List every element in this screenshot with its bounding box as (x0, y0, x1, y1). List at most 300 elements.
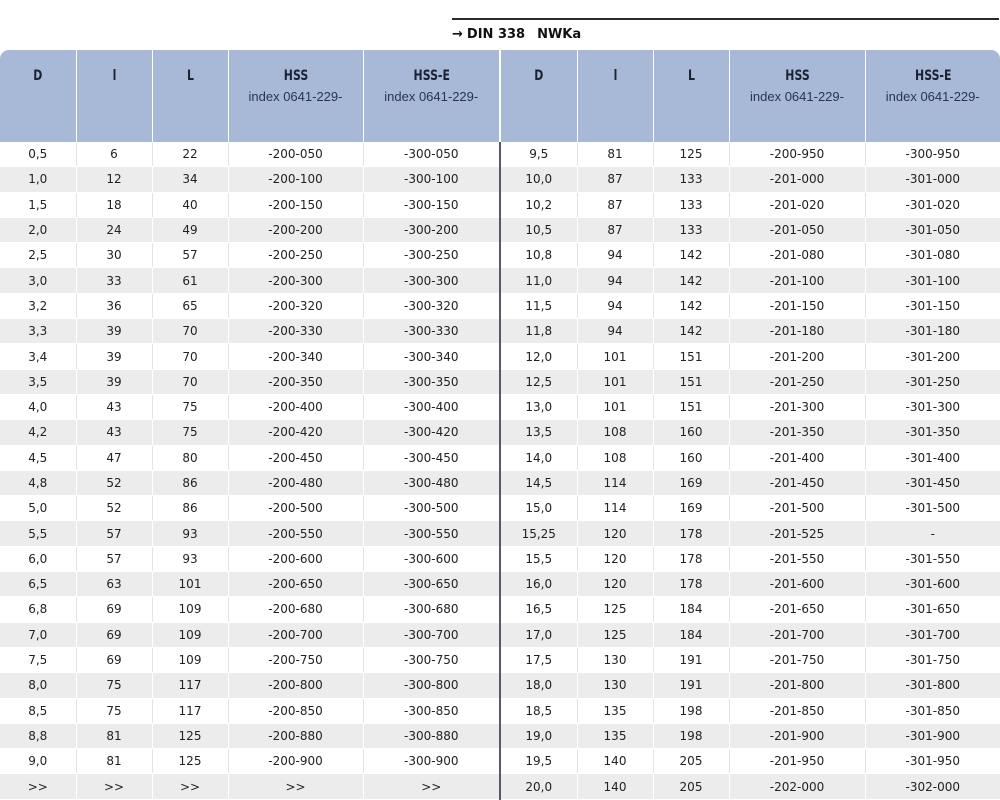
table-cell: 69 (76, 647, 152, 672)
table-cell: 75 (76, 673, 152, 698)
table-row (0, 723, 1000, 748)
table-cell: 70 (152, 344, 228, 369)
table-cell: 4,5 (0, 445, 76, 470)
table-cell: 15,0 (500, 496, 577, 521)
table-cell: 34 (152, 167, 228, 192)
table-cell: -300-600 (363, 546, 500, 571)
table-cell: 169 (653, 470, 729, 495)
table-cell: 6,8 (0, 597, 76, 622)
table-cell: -301-080 (865, 243, 1000, 268)
table-cell: 0,5 (0, 142, 76, 167)
table-cell: 36 (76, 293, 152, 318)
table-cell: 11,8 (500, 319, 577, 344)
table-cell: 39 (76, 319, 152, 344)
table-cell: 94 (577, 268, 653, 293)
table-cell: 114 (577, 496, 653, 521)
table-cell: -300-850 (363, 698, 500, 723)
table-row (0, 749, 1000, 774)
column-header (577, 50, 653, 142)
table-cell: -301-650 (865, 597, 1000, 622)
column-header-index: index 0641-229- (866, 89, 1000, 104)
table-container (0, 50, 1000, 800)
table-cell: 3,4 (0, 344, 76, 369)
table-cell: 57 (76, 521, 152, 546)
table-cell: -201-650 (729, 597, 865, 622)
table-cell: 2,5 (0, 243, 76, 268)
table-cell: -301-900 (865, 723, 1000, 748)
column-header (152, 50, 228, 142)
type-label: NWKa (537, 27, 581, 42)
table-cell: -201-020 (729, 192, 865, 217)
table-row (0, 496, 1000, 521)
standard-label: DIN 338 (467, 27, 525, 42)
table-cell: 33 (76, 268, 152, 293)
table-row (0, 268, 1000, 293)
table-cell: 198 (653, 698, 729, 723)
table-cell: 43 (76, 420, 152, 445)
column-header-title: l (85, 68, 144, 84)
table-cell: 178 (653, 572, 729, 597)
table-cell: 9,0 (0, 749, 76, 774)
table-cell: 19,5 (500, 749, 577, 774)
table-cell: 7,5 (0, 647, 76, 672)
table-cell: 5,5 (0, 521, 76, 546)
table-cell: -300-320 (363, 293, 500, 318)
table-cell: 9,5 (500, 142, 577, 167)
heading-rule (452, 18, 999, 20)
table-cell: 142 (653, 268, 729, 293)
table-cell: 52 (76, 496, 152, 521)
table-cell: -201-525 (729, 521, 865, 546)
column-header (363, 50, 500, 142)
table-cell: 140 (577, 774, 653, 799)
table-cell: 65 (152, 293, 228, 318)
table-cell: -301-250 (865, 369, 1000, 394)
table-cell: 142 (653, 293, 729, 318)
table-cell: 142 (653, 243, 729, 268)
table-cell: -301-850 (865, 698, 1000, 723)
table-cell: -300-330 (363, 319, 500, 344)
table-cell: -201-800 (729, 673, 865, 698)
table-cell: -301-750 (865, 647, 1000, 672)
table-cell: 15,5 (500, 546, 577, 571)
table-cell: 117 (152, 698, 228, 723)
table-cell: 39 (76, 369, 152, 394)
table-cell: -301-450 (865, 470, 1000, 495)
table-cell: 12,5 (500, 369, 577, 394)
table-row (0, 243, 1000, 268)
column-header (865, 50, 1000, 142)
table-cell: -200-800 (228, 673, 363, 698)
table-cell: 125 (152, 723, 228, 748)
table-cell: 19,0 (500, 723, 577, 748)
table-cell: 101 (577, 394, 653, 419)
table-cell: -300-340 (363, 344, 500, 369)
table-cell: -201-180 (729, 319, 865, 344)
table-cell: 69 (76, 622, 152, 647)
table-cell: 142 (653, 319, 729, 344)
column-header-title: D (8, 68, 67, 84)
table-cell: 109 (152, 622, 228, 647)
table-cell: 12 (76, 167, 152, 192)
table-cell: -301-400 (865, 445, 1000, 470)
table-cell: 10,0 (500, 167, 577, 192)
table-cell: 8,8 (0, 723, 76, 748)
table-cell: -201-900 (729, 723, 865, 748)
table-cell: -301-700 (865, 622, 1000, 647)
table-row (0, 394, 1000, 419)
table-cell: 108 (577, 420, 653, 445)
table-cell: 17,5 (500, 647, 577, 672)
table-cell: 70 (152, 369, 228, 394)
table-row (0, 445, 1000, 470)
table-cell: 205 (653, 774, 729, 799)
table-cell: 3,3 (0, 319, 76, 344)
table-cell: 169 (653, 496, 729, 521)
table-cell: 11,5 (500, 293, 577, 318)
table-cell: -300-880 (363, 723, 500, 748)
table-cell: -201-500 (729, 496, 865, 521)
table-cell: 52 (76, 470, 152, 495)
table-row (0, 622, 1000, 647)
table-cell: -300-400 (363, 394, 500, 419)
table-cell: -201-950 (729, 749, 865, 774)
table-cell: 14,5 (500, 470, 577, 495)
table-cell: 14,0 (500, 445, 577, 470)
table-cell: 81 (76, 749, 152, 774)
table-cell: 49 (152, 217, 228, 242)
table-cell: >> (228, 774, 363, 799)
table-cell: >> (0, 774, 76, 799)
table-cell: 151 (653, 369, 729, 394)
table-cell: -301-000 (865, 167, 1000, 192)
table-cell: -300-480 (363, 470, 500, 495)
column-header-title: HSS (243, 68, 348, 84)
column-header-title: HSS-E (880, 68, 985, 84)
table-cell: 151 (653, 344, 729, 369)
table-cell: 61 (152, 268, 228, 293)
table-cell: 57 (76, 546, 152, 571)
table-cell: -301-800 (865, 673, 1000, 698)
table-row (0, 470, 1000, 495)
table-cell: 6,5 (0, 572, 76, 597)
table-cell: -201-850 (729, 698, 865, 723)
table-cell: 140 (577, 749, 653, 774)
table-cell: -201-250 (729, 369, 865, 394)
table-cell: 8,5 (0, 698, 76, 723)
table-cell: -300-650 (363, 572, 500, 597)
table-cell: 6 (76, 142, 152, 167)
table-cell: 130 (577, 673, 653, 698)
table-cell: 178 (653, 546, 729, 571)
table-row (0, 546, 1000, 571)
table-cell: -200-420 (228, 420, 363, 445)
table-cell: 178 (653, 521, 729, 546)
column-header (228, 50, 363, 142)
table-cell: 15,25 (500, 521, 577, 546)
table-row (0, 344, 1000, 369)
table-cell: -201-550 (729, 546, 865, 571)
table-cell: -200-250 (228, 243, 363, 268)
table-cell: -301-350 (865, 420, 1000, 445)
table-cell: -201-050 (729, 217, 865, 242)
table-cell: 13,0 (500, 394, 577, 419)
table-cell: -200-340 (228, 344, 363, 369)
table-cell: 16,0 (500, 572, 577, 597)
table-cell: 205 (653, 749, 729, 774)
table-cell: -301-200 (865, 344, 1000, 369)
table-cell: -200-200 (228, 217, 363, 242)
table-row (0, 698, 1000, 723)
table-cell: 18,0 (500, 673, 577, 698)
column-header-index: index 0641-229- (730, 89, 865, 104)
table-row (0, 192, 1000, 217)
table-cell: 120 (577, 521, 653, 546)
table-cell: -300-750 (363, 647, 500, 672)
table-cell: 63 (76, 572, 152, 597)
table-cell: 47 (76, 445, 152, 470)
column-header-title: HSS-E (378, 68, 484, 84)
table-cell: 12,0 (500, 344, 577, 369)
table-cell: -301-020 (865, 192, 1000, 217)
table-cell: 16,5 (500, 597, 577, 622)
column-header (0, 50, 76, 142)
table-cell: 94 (577, 293, 653, 318)
table-cell: -301-180 (865, 319, 1000, 344)
column-header-index: index 0641-229- (364, 89, 500, 104)
table-cell: -201-300 (729, 394, 865, 419)
table-header (0, 50, 1000, 142)
table-cell: -200-650 (228, 572, 363, 597)
table-cell: -300-450 (363, 445, 500, 470)
table-cell: -300-300 (363, 268, 500, 293)
table-cell: -200-700 (228, 622, 363, 647)
table-cell: -200-500 (228, 496, 363, 521)
arrow-right-icon: → (452, 27, 463, 42)
table-cell: 24 (76, 217, 152, 242)
table-cell: -302-000 (865, 774, 1000, 799)
table-row (0, 774, 1000, 799)
table-cell: 191 (653, 673, 729, 698)
drill-table (0, 50, 1000, 800)
table-cell: 4,2 (0, 420, 76, 445)
table-cell: 101 (577, 344, 653, 369)
column-header-title: L (662, 68, 721, 84)
table-cell: 86 (152, 470, 228, 495)
table-cell: -300-050 (363, 142, 500, 167)
table-cell: 18,5 (500, 698, 577, 723)
table-cell: 17,0 (500, 622, 577, 647)
table-cell: 2,0 (0, 217, 76, 242)
table-row (0, 319, 1000, 344)
table-cell: 11,0 (500, 268, 577, 293)
table-cell: 70 (152, 319, 228, 344)
table-cell: 130 (577, 647, 653, 672)
table-cell: -200-850 (228, 698, 363, 723)
column-header (500, 50, 577, 142)
table-cell: -301-150 (865, 293, 1000, 318)
table-cell: -200-600 (228, 546, 363, 571)
table-row (0, 369, 1000, 394)
table-cell: -200-900 (228, 749, 363, 774)
table-cell: -200-750 (228, 647, 363, 672)
table-cell: 120 (577, 572, 653, 597)
table-cell: 75 (152, 394, 228, 419)
table-cell: -301-300 (865, 394, 1000, 419)
table-cell: 87 (577, 192, 653, 217)
table-cell: -200-550 (228, 521, 363, 546)
table-cell: 30 (76, 243, 152, 268)
table-cell: -201-150 (729, 293, 865, 318)
table-cell: 117 (152, 673, 228, 698)
table-row (0, 673, 1000, 698)
table-cell: 151 (653, 394, 729, 419)
table-cell: -200-150 (228, 192, 363, 217)
table-cell: -200-050 (228, 142, 363, 167)
table-row (0, 521, 1000, 546)
table-cell: 22 (152, 142, 228, 167)
table-heading (452, 27, 581, 45)
table-cell: 114 (577, 470, 653, 495)
table-cell: -300-700 (363, 622, 500, 647)
table-cell: -201-450 (729, 470, 865, 495)
table-cell: 101 (577, 369, 653, 394)
table-cell: -300-150 (363, 192, 500, 217)
table-cell: -301-550 (865, 546, 1000, 571)
table-cell: 1,0 (0, 167, 76, 192)
table-cell: -301-500 (865, 496, 1000, 521)
table-cell: -200-400 (228, 394, 363, 419)
table-cell: 133 (653, 192, 729, 217)
table-cell: 20,0 (500, 774, 577, 799)
table-cell: -301-100 (865, 268, 1000, 293)
table-cell: 75 (76, 698, 152, 723)
column-header (76, 50, 152, 142)
column-header-index: index 0641-229- (229, 89, 363, 104)
table-cell: 8,0 (0, 673, 76, 698)
table-cell: 81 (577, 142, 653, 167)
table-cell: - (865, 521, 1000, 546)
table-cell: 80 (152, 445, 228, 470)
table-cell: -201-080 (729, 243, 865, 268)
table-cell: 39 (76, 344, 152, 369)
table-cell: 93 (152, 521, 228, 546)
table-cell: 87 (577, 217, 653, 242)
table-cell: 184 (653, 597, 729, 622)
table-cell: 4,0 (0, 394, 76, 419)
column-header-title: l (586, 68, 645, 84)
table-cell: 7,0 (0, 622, 76, 647)
table-cell: -201-100 (729, 268, 865, 293)
table-row (0, 167, 1000, 192)
table-cell: 13,5 (500, 420, 577, 445)
table-cell: -300-950 (865, 142, 1000, 167)
table-row (0, 217, 1000, 242)
table-cell: 160 (653, 420, 729, 445)
table-row (0, 597, 1000, 622)
table-cell: 101 (152, 572, 228, 597)
table-cell: 86 (152, 496, 228, 521)
table-cell: 109 (152, 647, 228, 672)
table-cell: 10,2 (500, 192, 577, 217)
column-header (653, 50, 729, 142)
table-cell: -300-550 (363, 521, 500, 546)
table-cell: 125 (577, 597, 653, 622)
table-cell: 133 (653, 167, 729, 192)
table-cell: 125 (152, 749, 228, 774)
table-cell: 135 (577, 723, 653, 748)
table-cell: -200-950 (729, 142, 865, 167)
table-cell: 3,5 (0, 369, 76, 394)
table-cell: 125 (577, 622, 653, 647)
table-cell: 40 (152, 192, 228, 217)
table-cell: 125 (653, 142, 729, 167)
table-cell: 94 (577, 319, 653, 344)
table-cell: 135 (577, 698, 653, 723)
table-cell: 43 (76, 394, 152, 419)
table-cell: 184 (653, 622, 729, 647)
table-cell: -201-600 (729, 572, 865, 597)
table-body (0, 142, 1000, 799)
table-cell: 5,0 (0, 496, 76, 521)
table-cell: 133 (653, 217, 729, 242)
column-header-title: HSS (744, 68, 849, 84)
table-cell: -201-400 (729, 445, 865, 470)
table-cell: >> (152, 774, 228, 799)
table-cell: 120 (577, 546, 653, 571)
table-cell: -202-000 (729, 774, 865, 799)
table-cell: >> (363, 774, 500, 799)
column-header-title: L (161, 68, 220, 84)
table-row (0, 142, 1000, 167)
table-cell: 4,8 (0, 470, 76, 495)
table-cell: -201-700 (729, 622, 865, 647)
table-row (0, 572, 1000, 597)
table-row (0, 293, 1000, 318)
table-cell: 3,0 (0, 268, 76, 293)
table-cell: >> (76, 774, 152, 799)
table-cell: 3,2 (0, 293, 76, 318)
table-row (0, 647, 1000, 672)
table-cell: -301-600 (865, 572, 1000, 597)
table-cell: 160 (653, 445, 729, 470)
table-cell: -300-800 (363, 673, 500, 698)
table-cell: -200-680 (228, 597, 363, 622)
table-cell: 6,0 (0, 546, 76, 571)
table-cell: 87 (577, 167, 653, 192)
table-cell: -200-330 (228, 319, 363, 344)
table-cell: -300-680 (363, 597, 500, 622)
table-cell: 109 (152, 597, 228, 622)
table-cell: -200-450 (228, 445, 363, 470)
table-cell: 198 (653, 723, 729, 748)
table-cell: -300-900 (363, 749, 500, 774)
table-cell: -200-320 (228, 293, 363, 318)
table-cell: -300-100 (363, 167, 500, 192)
table-cell: -201-350 (729, 420, 865, 445)
table-cell: -301-050 (865, 217, 1000, 242)
table-cell: -300-350 (363, 369, 500, 394)
table-cell: -201-200 (729, 344, 865, 369)
table-cell: -300-250 (363, 243, 500, 268)
table-cell: 57 (152, 243, 228, 268)
table-cell: 108 (577, 445, 653, 470)
table-cell: -300-420 (363, 420, 500, 445)
table-cell: -301-950 (865, 749, 1000, 774)
table-cell: -201-000 (729, 167, 865, 192)
table-cell: -200-350 (228, 369, 363, 394)
column-header-title: D (509, 68, 568, 84)
